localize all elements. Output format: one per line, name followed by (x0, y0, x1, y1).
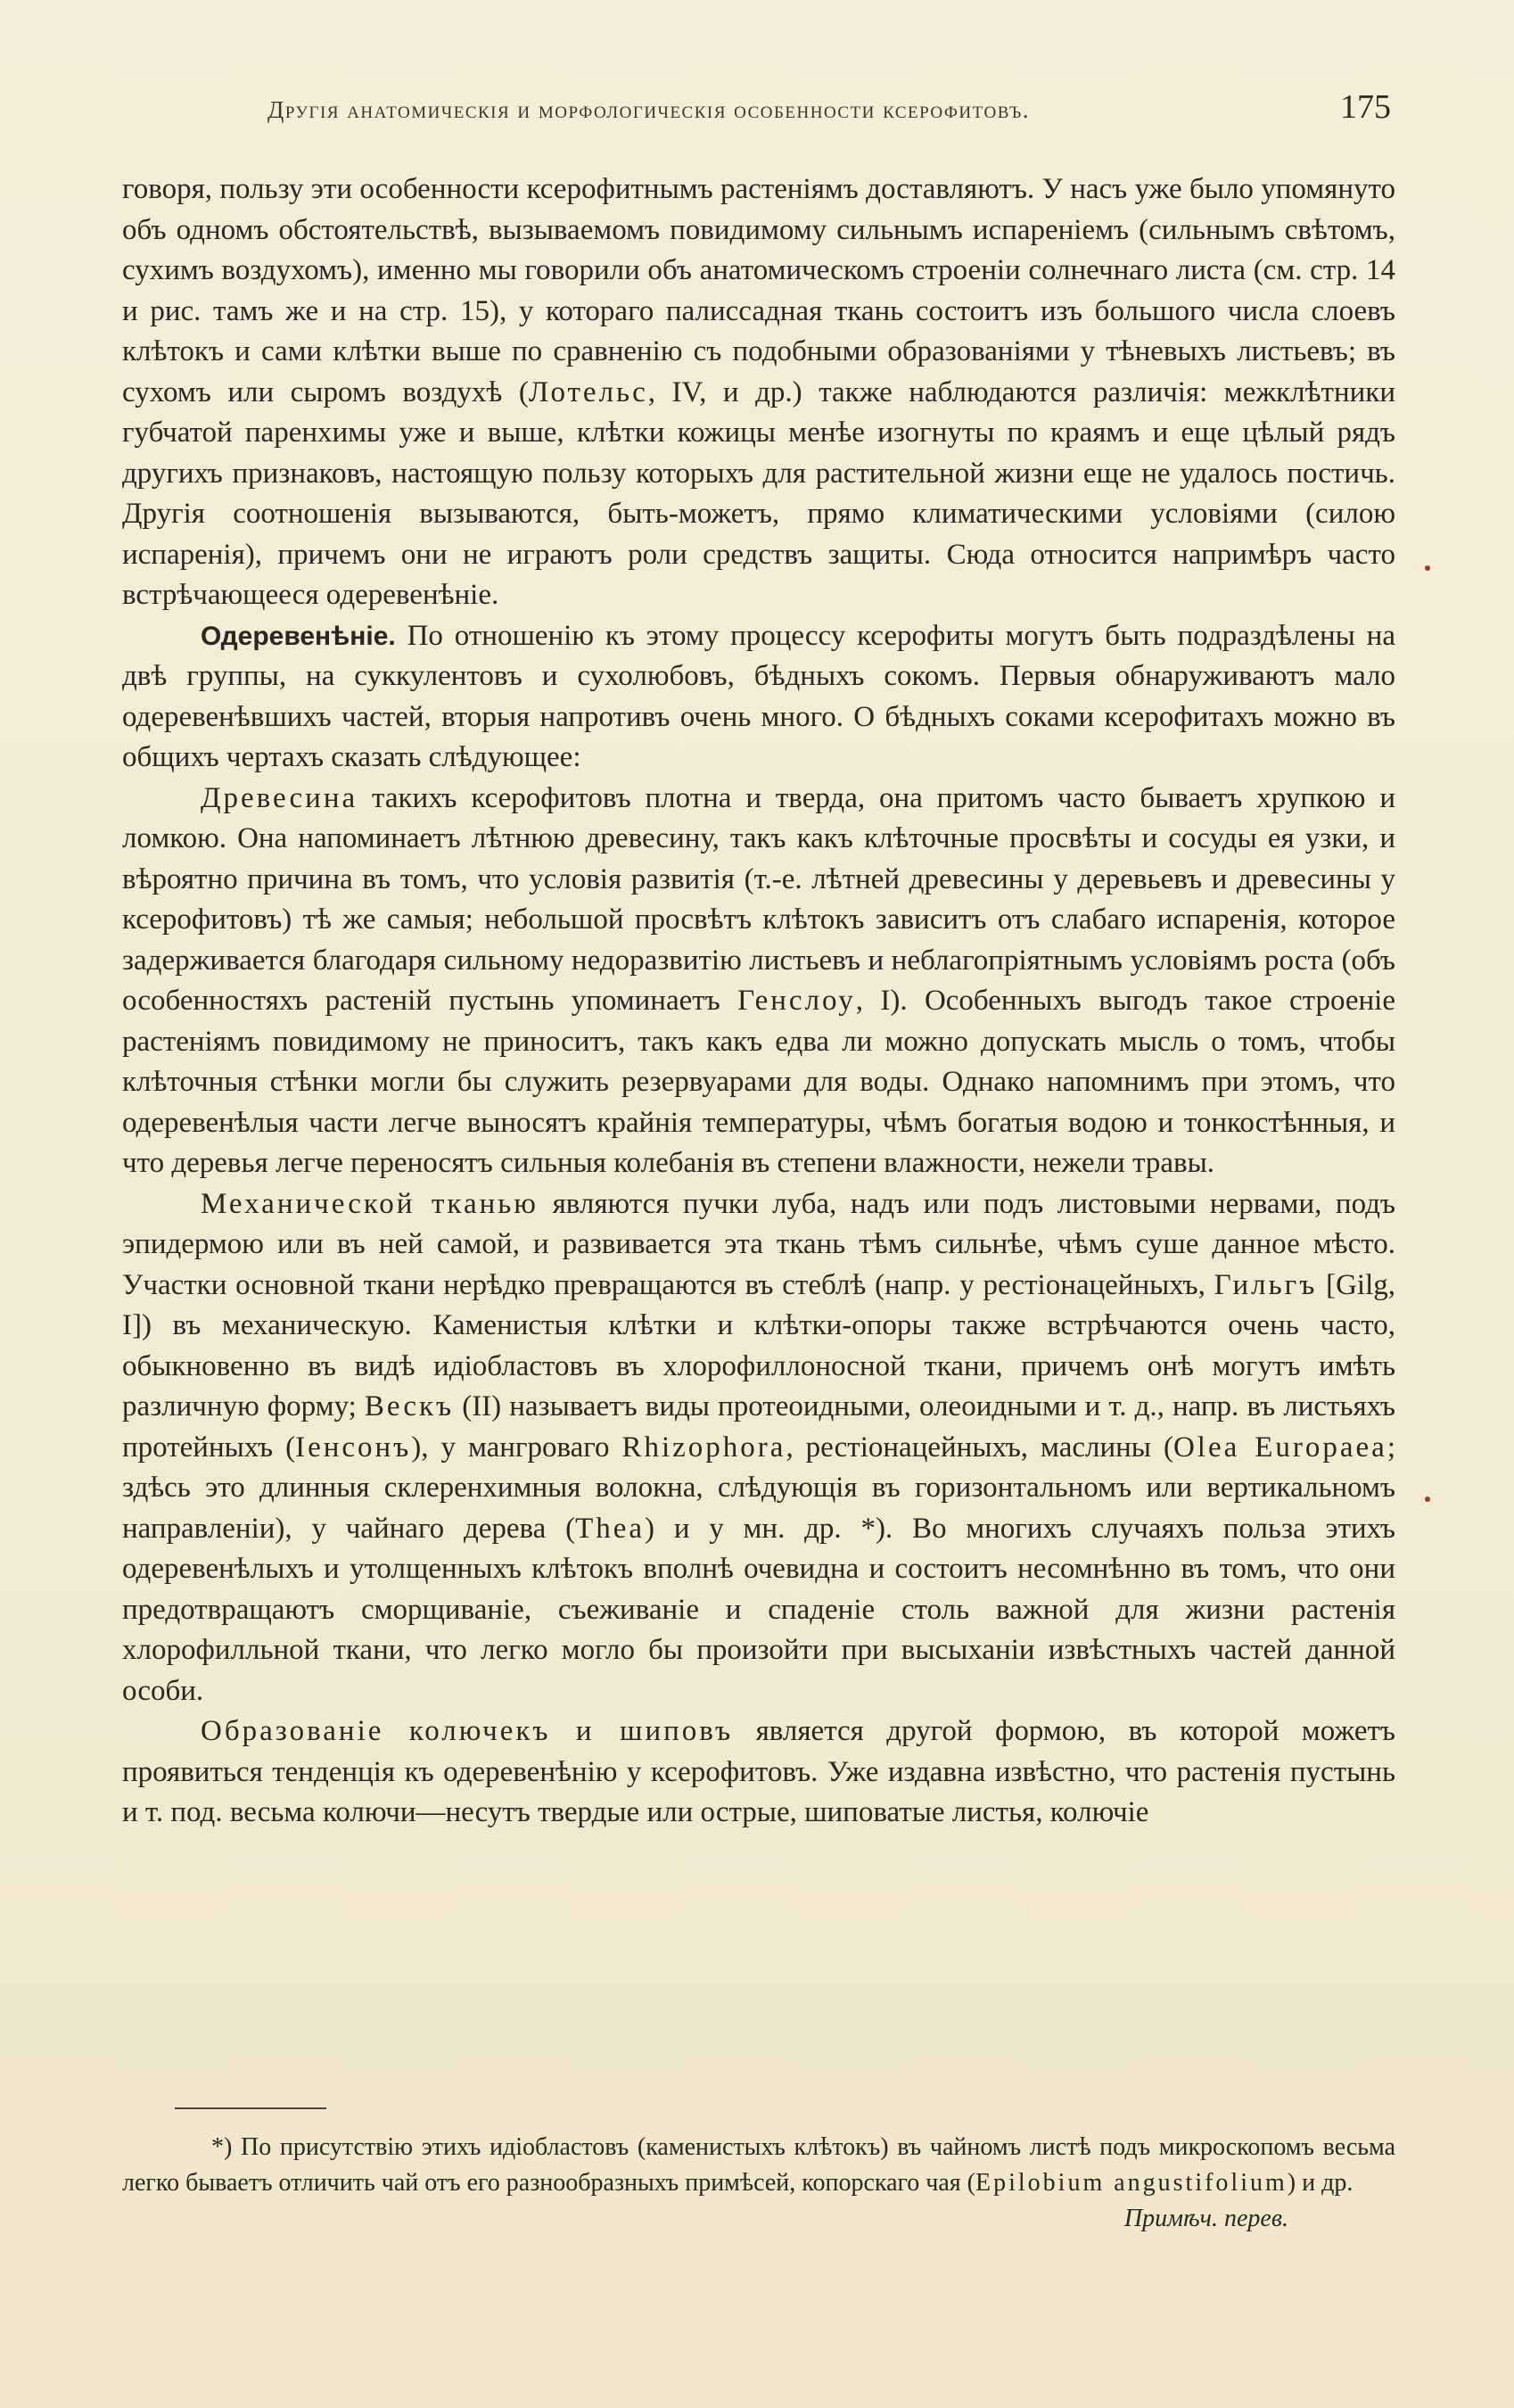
author-jenson: Іенсонъ (295, 1431, 412, 1464)
term-thorns: Образованіе колючекъ и шиповъ (201, 1715, 734, 1747)
latin-epilobium: Epilobium angustifolium (975, 2169, 1288, 2197)
latin-rhizophora: Rhizophora (621, 1431, 786, 1464)
footnote (122, 2130, 1395, 2237)
paragraph-5-text: является другой формою, въ которой можетъ проявиться тенденція къ одеревенѣнію у ксерофитовъ. Уже издавна извѣстно, что растенія пустынь и т. под. весьма колючи—несутъ твердые или острые, шиповатые листья, колючіе (122, 1715, 1395, 1828)
paragraph-3-text: такихъ ксерофитовъ плотна и тверда, она притомъ часто бываетъ хрупкою и ломкою. Она напоминаетъ лѣтнюю древесину, такъ какъ клѣточные просвѣты и сосуды ея узки, и вѣроятно причина въ томъ, что условія развитія (т.-е. лѣтней древесины у деревьевъ и древесины у ксерофитовъ) тѣ же самыя; небольшой просвѣтъ клѣтокъ зависитъ отъ слабаго испаренія, которое задерживается благодаря сильному недоразвитію листьевъ и неблагопріятнымъ условіямъ роста (объ особенностяхъ растеній пустынь упоминаетъ (122, 781, 1395, 1017)
paragraph-4-text: являются пучки луба, надъ или подъ листовыми нервами, подъ эпидермою или въ ней самой, и развивается эта ткань тѣмъ сильнѣе, чѣмъ суше данное мѣсто. Участки основной ткани нерѣдко превращаются въ стеблѣ (напр. у рестіонацейныхъ, (122, 1187, 1395, 1301)
term-mechanical-tissue: Механической тканью (201, 1187, 539, 1220)
paragraph-1-text: говоря, пользу эти особенности ксерофитнымъ растеніямъ доставляютъ. У насъ уже было упомянуто объ одномъ обстоятельствѣ, вызываемомъ повидимому сильнымъ испареніемъ (сильнымъ свѣтомъ, сухимъ воздухомъ), именно мы говорили объ анатомическомъ строеніи солнечнаго листа (см. стр. 14 и рис. тамъ же и на стр. 15), у котораго палиссадная ткань состоитъ изъ большого числа слоевъ клѣтокъ и сами клѣтки выше по сравненію съ подобными образованіями у тѣневыхъ листьевъ; въ сухомъ или сыромъ воздухѣ ( (122, 173, 1395, 408)
paragraph-3-continuation: , I). Особенныхъ выгодъ такое строеніе растеніямъ повидимому не приноситъ, такъ какъ едва ли можно допускать мысль о томъ, чтобы клѣточныя стѣнки могли бы служить резервуарами для воды. Однако напомнимъ при этомъ, что одеревенѣлыя части легче выносятъ крайнія температуры, чѣмъ богатыя водою и тонкостѣнныя, и что деревья легче переносятъ сильныя колебанія въ степени влажности, нежели травы. (122, 985, 1395, 1179)
latin-thea: Thea (575, 1512, 646, 1545)
ink-speck (1425, 565, 1430, 571)
paragraph-4-part-f: ) и у мн. др. *). Во многихъ случаяхъ польза этихъ одеревенѣлыхъ и утолщенныхъ клѣтокъ вполнѣ очевидна и состоитъ несомнѣнно въ томъ, что они предотвращаютъ сморщиваніе, съеживаніе и спаденіе столь важной для жизни растенія хлорофилльной ткани, что легко могло бы произойти при высыханіи извѣстныхъ частей данной особи. (122, 1512, 1395, 1707)
translator-note: Примѣч. перев. (1123, 2205, 1288, 2232)
paragraph-4-part-e: ; здѣсь это длинныя склеренхимныя волокна, слѣдующія въ горизонтальномъ или вертикальномъ направленіи), у чайнаго дерева ( (122, 1431, 1395, 1545)
paragraph-1-continuation: , IV, и др.) также наблюдаются различія: межклѣтники губчатой паренхимы уже и выше, клѣтки кожицы менѣе изогнуты по краямъ и еще цѣлый рядъ другихъ признаковъ, настоящую пользу которыхъ для растительной жизни еще не удалось постичь. Другія соотношенія вызываются, быть-можетъ, прямо климатическими условіями (силою испаренія), причемъ они не играютъ роли средствъ защиты. Сюда относится напримѣръ часто встрѣчающееся одеревенѣніе. (122, 375, 1395, 611)
paragraph-4-part-d: , рестіонацейныхъ, маслины ( (786, 1431, 1173, 1464)
page-number: 175 (1340, 88, 1391, 126)
paragraph-2-text: По отношенію къ этому процессу ксерофиты могутъ быть подраздѣлены на двѣ группы, на суккулентовъ и сухолюбовъ, бѣдныхъ сокомъ. Первыя обнаруживаютъ мало одеревенѣвшихъ частей, вторыя напротивъ очень много. О бѣдныхъ соками ксерофитахъ можно въ общихъ чертахъ сказать слѣдующее: (122, 619, 1395, 773)
footnote-divider (175, 2107, 326, 2109)
paragraph-4 (122, 1184, 1395, 1712)
footnote-text: *) По присутствію этихъ идіобластовъ (каменистыхъ клѣтокъ) въ чайномъ листѣ подъ микроскопомъ весьма легко бываетъ отличить чай отъ его разнообразныхъ примѣсей, копорскаго чая ( (122, 2133, 1395, 2197)
paragraph-3 (122, 779, 1395, 1184)
author-henslow: Генслоу (737, 985, 856, 1017)
paragraph-1 (122, 169, 1395, 616)
running-head: Другія анатомическія и морфологическія особенности ксерофитовъ. (267, 96, 1031, 123)
body-text (122, 169, 1395, 1834)
paragraph-4-part-b: (II) называетъ виды протеоидными, олеоидными и т. д., напр. въ листьяхъ протейныхъ ( (122, 1390, 1395, 1464)
author-lotels: Лотельс (528, 375, 648, 408)
paragraph-4-part-c: ), у мангроваго (411, 1431, 622, 1464)
paragraph-5 (122, 1711, 1395, 1834)
author-vesk: Вескъ (364, 1390, 455, 1423)
section-heading-lignification: Одеревенѣніе. (201, 621, 396, 651)
ink-speck (1425, 1497, 1430, 1502)
paragraph-2 (122, 616, 1395, 779)
term-wood: Древесина (201, 781, 358, 814)
latin-olea: Olea Europaea (1173, 1431, 1387, 1464)
footnote-text-end: ) и др. (1287, 2169, 1354, 2197)
paragraph-4-part-a: [Gilg, I]) въ механическую. Каменистыя клѣтки и клѣтки-опоры также встрѣчаются очень часто, обыкновенно въ видѣ идіобластовъ въ хлорофиллоносной ткани, причемъ онѣ могутъ имѣть различную форму; (122, 1268, 1395, 1423)
page-header (267, 87, 1391, 132)
author-gilg: Гильгъ (1214, 1268, 1318, 1301)
